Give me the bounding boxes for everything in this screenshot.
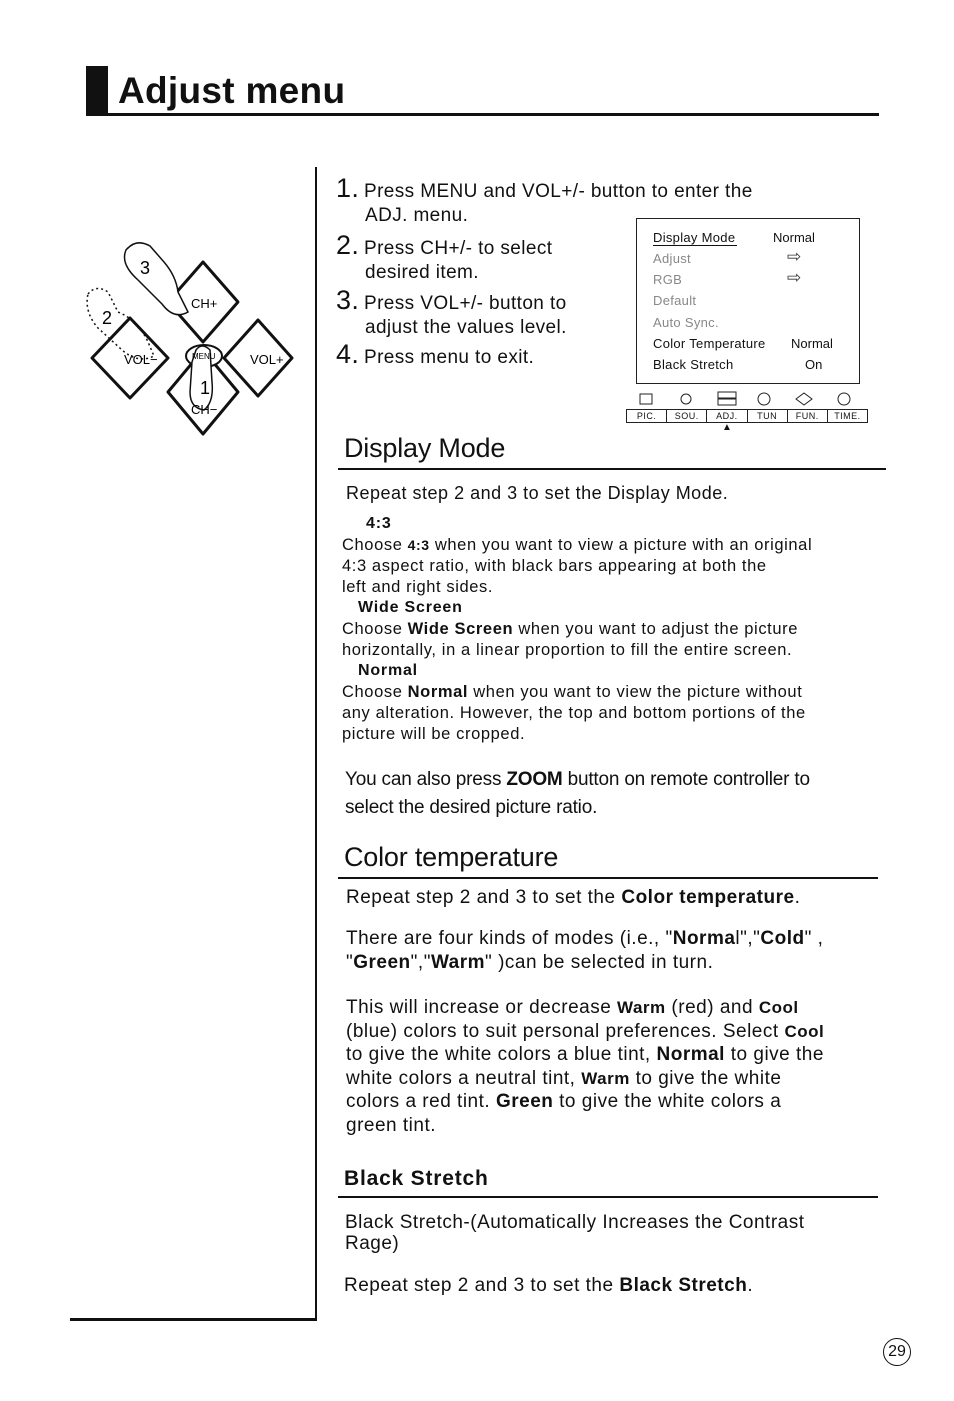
step-text-cont: desired item. [365, 262, 479, 283]
vol-down-label: VOL− [124, 352, 158, 367]
sidebar-divider [315, 167, 317, 1321]
adjust-icon-lower [718, 399, 736, 405]
tab-adj: ADJ. [707, 410, 747, 422]
arrow-right-icon: ⇨ [787, 247, 802, 266]
step-number: 2. [336, 230, 360, 260]
mode-desc-wide-screen: Choose Wide Screen when you want to adjust the picture horizontally, in a linear proportion to fill the entire screen. [342, 620, 798, 659]
step-text: Press CH+/- to select [364, 238, 553, 259]
remote-keypad-illustration [78, 232, 298, 444]
osd-tab-icons [626, 390, 866, 408]
tab-sou: SOU. [667, 410, 707, 422]
tuning-icon [758, 393, 770, 405]
black-stretch-repeat: Repeat step 2 and 3 to set the Black Stretch. [344, 1275, 754, 1296]
osd-value-color-temperature: Normal [791, 336, 833, 351]
tab-pic: PIC. [627, 410, 667, 422]
step-text-cont: adjust the values level. [365, 317, 567, 338]
marker-3: 3 [140, 258, 151, 278]
osd-row-auto-sync: Auto Sync. [653, 315, 719, 330]
time-icon [838, 393, 850, 405]
marker-2: 2 [102, 308, 113, 328]
arrow-right-icon: ⇨ [787, 268, 802, 287]
osd-row-rgb: RGB [653, 272, 683, 287]
color-temp-intro: Repeat step 2 and 3 to set the Color temperature. [346, 887, 801, 908]
step-number: 4. [336, 339, 360, 369]
zoom-note: You can also press ZOOM button on remote controller to select the desired picture ratio. [345, 769, 810, 818]
mode-label-4-3: 4:3 [366, 515, 392, 532]
mode-label-normal: Normal [358, 662, 418, 679]
osd-adjust-menu [636, 218, 860, 384]
vol-up-label: VOL+ [250, 352, 284, 367]
function-icon [796, 393, 812, 405]
title-rule [86, 113, 879, 116]
tab-time: TIME. [834, 411, 861, 421]
page-title: Adjust menu [118, 70, 346, 111]
osd-row-adjust: Adjust [653, 251, 691, 266]
mode-desc-normal: Choose Normal when you want to view the picture without any alteration. However, the top and bottom portions of the picture will be cropped. [342, 683, 806, 743]
menu-label: MENU [192, 352, 216, 361]
step-text: Press menu to exit. [364, 347, 535, 368]
step-text: Press VOL+/- button to [364, 293, 567, 314]
osd-row-default: Default [653, 293, 697, 308]
step-3 [336, 285, 567, 340]
hand-3-icon [125, 243, 189, 315]
step-text-cont: ADJ. menu. [365, 205, 469, 226]
step-number: 1. [336, 173, 360, 203]
section-title-black-stretch: Black Stretch [344, 1167, 489, 1190]
section-rule [338, 1196, 878, 1198]
section-rule [338, 877, 878, 879]
section-title-display-mode: Display Mode [344, 433, 506, 463]
osd-row-color-temperature: Color Temperature [653, 336, 766, 351]
pointer-up-icon: ▲ [722, 422, 732, 433]
section-title-color-temperature: Color temperature [344, 842, 559, 872]
step-2 [336, 230, 553, 285]
step-number: 3. [336, 285, 360, 315]
osd-value-display-mode: Normal [773, 230, 815, 245]
marker-1: 1 [200, 378, 211, 398]
picture-icon [640, 394, 652, 404]
section-rule [338, 468, 886, 470]
tab-fun: FUN. [788, 410, 828, 422]
ch-up-label: CH+ [191, 296, 218, 311]
ch-down-label: CH− [191, 402, 218, 417]
step-text: Press MENU and VOL+/- button to enter the [364, 181, 753, 202]
color-temp-description: This will increase or decrease Warm (red) and Cool (blue) colors to suit personal preferences. Select Cool to give the white colors a blue tint, Normal to give the white colors a neutral tint, Warm to give the white colors a red tint. Green to give the white colors a green tint. [346, 997, 825, 1136]
mode-desc-4-3: Choose 4:3 when you want to view a picture with an original 4:3 aspect ratio, with black bars appearing at both the left and right sides. [342, 536, 813, 596]
display-mode-intro: Repeat step 2 and 3 to set the Display Mode. [346, 483, 729, 503]
osd-row-display-mode: Display Mode [653, 230, 736, 245]
step-4 [336, 339, 535, 370]
sidebar-bottom-rule [70, 1318, 317, 1321]
osd-row-black-stretch: Black Stretch [653, 357, 734, 372]
page-number: 29 [883, 1338, 911, 1366]
color-temp-modes: There are four kinds of modes (i.e., "Normal","Cold" , "Green","Warm" )can be selected in turn. [346, 928, 824, 973]
adjust-icon [718, 392, 736, 398]
mode-label-wide-screen: Wide Screen [358, 599, 463, 616]
title-bar-accent [86, 66, 108, 116]
osd-value-black-stretch: On [805, 357, 823, 372]
sound-icon [681, 394, 691, 404]
osd-tab-bar [626, 409, 868, 423]
tab-tun: TUN [748, 410, 788, 422]
black-stretch-description: Black Stretch-(Automatically Increases the Contrast Rage) [345, 1212, 805, 1254]
